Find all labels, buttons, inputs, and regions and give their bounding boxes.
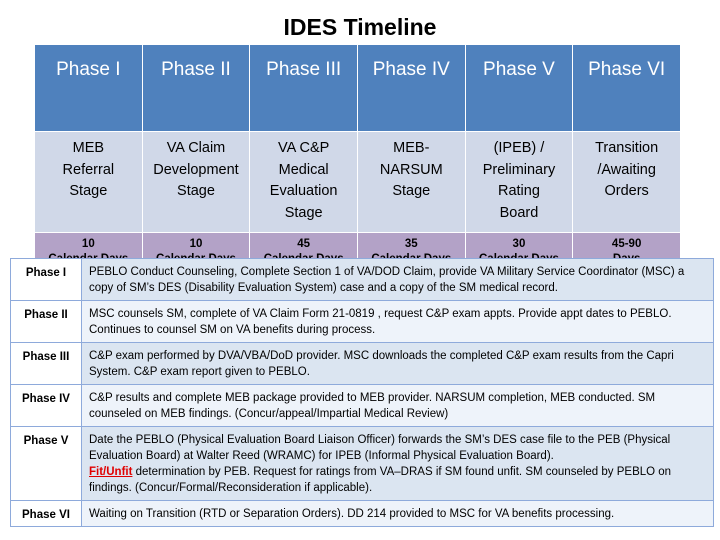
stage-line: Stage <box>177 183 215 199</box>
detail-text-after: determination by PEB. Request for ratings from VA–DRAS if SM found unfit. SM counseled by PEBLO on findings. (Concur/Formal/Reconsideration if applicable). <box>89 466 672 494</box>
detail-description: PEBLO Conduct Counseling, Complete Section 1 of VA/DOD Claim, provide VA Military Service Coordinator (MSC) a copy of SM’s DES (Disability Evaluation System) case and a copy of the SM medical record. <box>82 259 714 301</box>
detail-row <box>11 501 714 527</box>
stage-cell <box>250 132 358 233</box>
phase-header: Phase I <box>35 45 143 132</box>
phase-details-table <box>10 258 714 527</box>
stage-cell <box>142 132 250 233</box>
stage-line: Transition <box>595 140 659 156</box>
detail-row <box>11 385 714 427</box>
stage-line: Stage <box>284 204 323 221</box>
stage-cell <box>573 132 681 233</box>
days-value: 45 <box>297 238 311 250</box>
detail-description: Waiting on Transition (RTD or Separation Orders). DD 214 provided to MSC for VA benefits processing. <box>82 501 714 527</box>
stage-line: VA C&P <box>277 140 330 156</box>
stage-line: MEB <box>72 140 105 156</box>
phase-header: Phase V <box>465 45 573 132</box>
phase-header-row <box>35 45 681 132</box>
detail-description: MSC counsels SM, complete of VA Claim Form 21-0819 , request C&P exam appts. Provide appt dates to PEBLO. Continues to counsel SM on VA benefits during process. <box>82 301 714 343</box>
detail-text-before: Date the PEBLO (Physical Evaluation Board Liaison Officer) forwards the SM’s DES case file to the PEB (Physical Evaluation Board) at Walter Reed (WRAMC) for IPEB (Informal Physical Evaluation Board). <box>89 434 671 462</box>
stage-line: Orders <box>604 183 649 199</box>
detail-row <box>11 427 714 501</box>
stage-line: Referral <box>62 161 115 178</box>
stage-line: NARSUM <box>379 161 443 178</box>
page-title: IDES Timeline <box>283 14 437 40</box>
detail-phase-label: Phase V <box>11 427 82 501</box>
stage-line: Development <box>153 161 239 178</box>
stage-line: /Awaiting <box>597 161 656 178</box>
stage-line: Preliminary <box>482 161 556 178</box>
detail-row <box>11 301 714 343</box>
stage-line: Rating <box>497 183 540 199</box>
detail-row <box>11 259 714 301</box>
phase-header: Phase II <box>142 45 250 132</box>
stage-line: Stage <box>69 183 108 199</box>
detail-description <box>82 427 714 501</box>
days-value: 30 <box>512 238 526 250</box>
stage-line: Evaluation <box>269 183 338 199</box>
stage-line: Board <box>499 204 539 221</box>
detail-description: C&P results and complete MEB package provided to MEB provider. NARSUM completion, MEB conducted. SM counseled on MEB findings. (Concur/appeal/Impartial Medical Review) <box>82 385 714 427</box>
stage-line: Medical <box>278 161 329 178</box>
phase-header: Phase VI <box>573 45 681 132</box>
stage-cell <box>465 132 573 233</box>
days-value: 45-90 <box>611 238 642 250</box>
detail-phase-label: Phase IV <box>11 385 82 427</box>
stage-line: VA Claim <box>166 140 226 156</box>
stage-line: (IPEB) / <box>493 140 545 156</box>
stage-cell <box>35 132 143 233</box>
days-value: 10 <box>81 238 95 250</box>
days-value: 35 <box>404 238 418 250</box>
detail-phase-label: Phase III <box>11 343 82 385</box>
days-value: 10 <box>189 238 203 250</box>
fit-unfit-highlight: Fit/Unfit <box>89 466 133 478</box>
stage-cell <box>357 132 465 233</box>
detail-row <box>11 343 714 385</box>
detail-phase-label: Phase VI <box>11 501 82 527</box>
detail-description: C&P exam performed by DVA/VBA/DoD provider. MSC downloads the completed C&P exam results from the Capri System. C&P exam report given to PEBLO. <box>82 343 714 385</box>
detail-phase-label: Phase I <box>11 259 82 301</box>
stage-line: MEB- <box>393 140 430 156</box>
phase-header: Phase III <box>250 45 358 132</box>
detail-phase-label: Phase II <box>11 301 82 343</box>
phase-stage-row <box>35 132 681 233</box>
phase-header: Phase IV <box>357 45 465 132</box>
stage-line: Stage <box>392 183 431 199</box>
phase-summary-table <box>34 44 681 278</box>
